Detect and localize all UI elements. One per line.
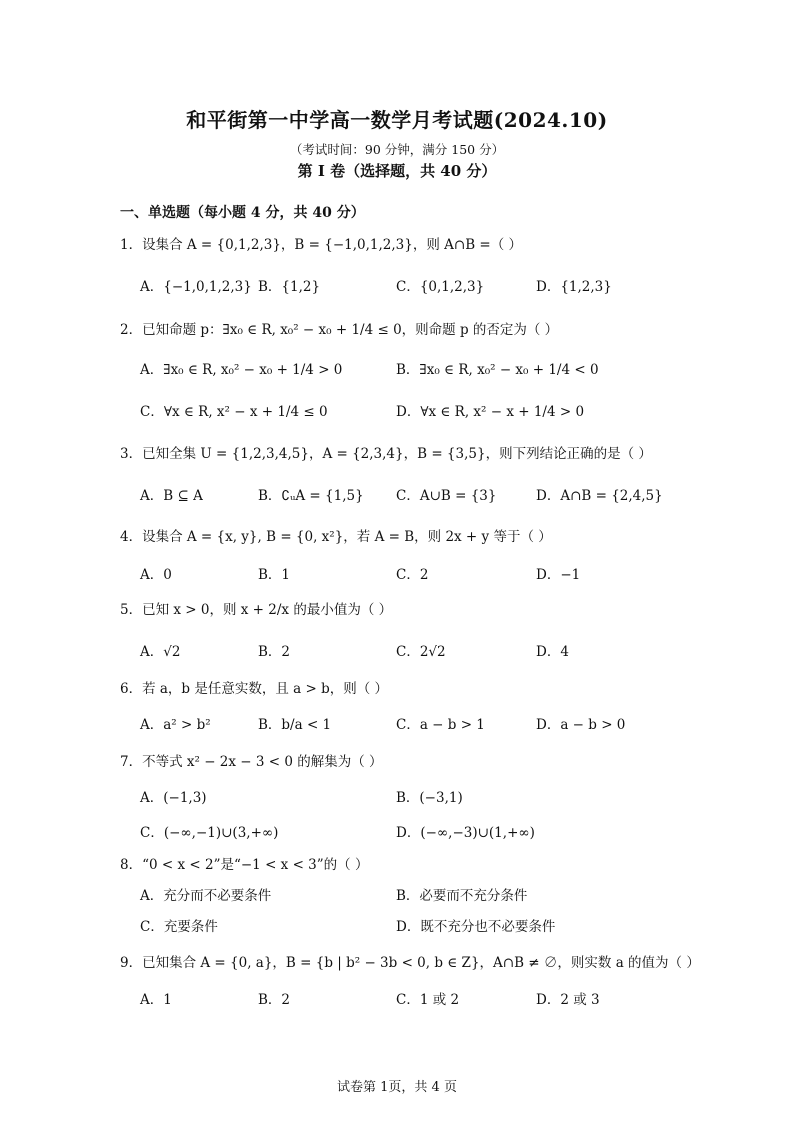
option: D．{1,2,3}: [536, 279, 612, 295]
question-3: 3．已知全集 U = {1,2,3,4,5}，A = {2,3,4}，B = {3,5}，则下列结论正确的是（ ）: [120, 446, 652, 462]
question-4-options: [140, 563, 680, 587]
option: C．a − b > 1: [396, 717, 485, 733]
option: B．{1,2}: [258, 279, 321, 295]
question-7-options-row1: [140, 786, 680, 810]
question-8-options-row1: [140, 884, 680, 908]
option: C．A∪B = {3}: [396, 488, 497, 504]
option: D．(−∞,−3)∪(1,+∞): [396, 825, 535, 841]
part-heading: 第 I 卷（选择题，共 40 分）: [297, 162, 497, 180]
option: C．{0,1,2,3}: [396, 279, 485, 295]
option: C．(−∞,−1)∪(3,+∞): [140, 825, 279, 841]
option: B．2: [258, 644, 291, 660]
question-2-options-row2: [140, 400, 680, 424]
question-9-options: [140, 988, 680, 1012]
question-9: 9．已知集合 A = {0, a}，B = {b | b² − 3b < 0, b ∈ Z}，A∩B ≠ ∅，则实数 a 的值为（ ）: [120, 955, 700, 971]
option: A．√2: [140, 644, 181, 660]
exam-subtitle: （考试时间：90 分钟，满分 150 分）: [289, 142, 505, 157]
option: D．∀x ∈ R, x² − x + 1/4 > 0: [396, 404, 585, 420]
option: B．2: [258, 992, 291, 1008]
option: C．2: [396, 567, 429, 583]
section-heading: 一、单选题（每小题 4 分，共 40 分）: [120, 205, 365, 221]
option: A．1: [140, 992, 172, 1008]
question-7: 7．不等式 x² − 2x − 3 < 0 的解集为（ ）: [120, 754, 383, 770]
page-footer: 试卷第 1页，共 4 页: [337, 1080, 457, 1095]
question-2-options-row1: [140, 358, 680, 382]
option: A．{−1,0,1,2,3}: [140, 279, 252, 295]
option: B．必要而不充分条件: [396, 888, 528, 904]
question-4: 4．设集合 A = {x, y}, B = {0, x²}，若 A = B，则 2x + y 等于（ ）: [120, 529, 552, 545]
question-5-options: [140, 640, 680, 664]
option: D．既不充分也不必要条件: [396, 919, 556, 935]
option: A．0: [140, 567, 172, 583]
exam-title: 和平街第一中学高一数学月考试题(2024.10): [186, 108, 608, 132]
question-6: 6．若 a，b 是任意实数，且 a > b，则（ ）: [120, 681, 389, 697]
option: B．∁ᵤA = {1,5}: [258, 488, 364, 504]
option: A．充分而不必要条件: [140, 888, 272, 904]
option: C．2√2: [396, 644, 446, 660]
question-1-options: [140, 275, 680, 299]
option: C．充要条件: [140, 919, 218, 935]
question-8: 8．“0 < x < 2”是“−1 < x < 3”的（ ）: [120, 857, 369, 873]
option: B．b/a < 1: [258, 717, 332, 733]
option: B．∃x₀ ∈ R, x₀² − x₀ + 1/4 < 0: [396, 362, 599, 378]
option: A．∃x₀ ∈ R, x₀² − x₀ + 1/4 > 0: [140, 362, 343, 378]
option: D．4: [536, 644, 569, 660]
question-3-options: [140, 484, 680, 508]
question-8-options-row2: [140, 915, 680, 939]
question-5: 5．已知 x > 0，则 x + 2/x 的最小值为（ ）: [120, 602, 393, 618]
option: D．−1: [536, 567, 581, 583]
option: A．B ⊆ A: [140, 488, 203, 504]
question-6-options: [140, 713, 680, 737]
question-2: 2．已知命题 p：∃x₀ ∈ R, x₀² − x₀ + 1/4 ≤ 0，则命题 p 的否定为（ ）: [120, 322, 559, 338]
option: B．1: [258, 567, 291, 583]
question-1: 1．设集合 A = {0,1,2,3}，B = {−1,0,1,2,3}，则 A∩B =（ ）: [120, 237, 523, 253]
option: C．∀x ∈ R, x² − x + 1/4 ≤ 0: [140, 404, 328, 420]
option: C．1 或 2: [396, 992, 460, 1008]
option: D．a − b > 0: [536, 717, 626, 733]
question-7-options-row2: [140, 821, 680, 845]
option: A．(−1,3): [140, 790, 207, 806]
option: D．A∩B = {2,4,5}: [536, 488, 663, 504]
option: B．(−3,1): [396, 790, 463, 806]
option: A．a² > b²: [140, 717, 211, 733]
option: D．2 或 3: [536, 992, 600, 1008]
